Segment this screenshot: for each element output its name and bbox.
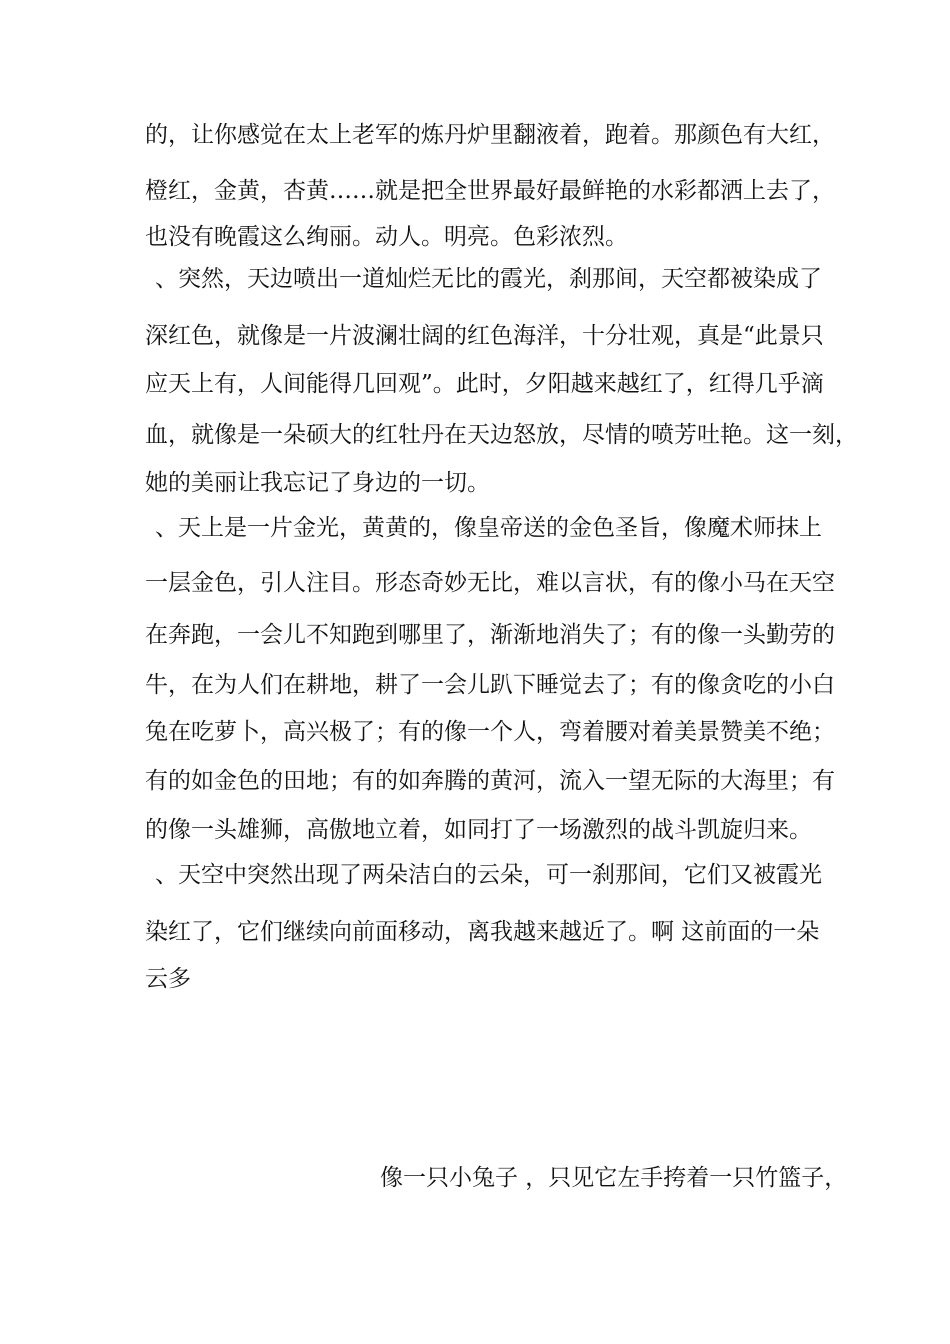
text-line-2: 橙红，金黄，杏黄……就是把全世界最好最鲜艳的水彩都洒上去了， — [145, 178, 835, 204]
text-line-6: 应天上有，人间能得几回观”。此时，夕阳越来越红了，红得几乎滴 — [145, 371, 824, 397]
text-line-15: 的像一头雄狮，高傲地立着，如同打了一场激烈的战斗凯旋归来。 — [145, 817, 812, 843]
text-line-3: 也没有晚霞这么绚丽。动人。明亮。色彩浓烈。 — [145, 224, 628, 250]
text-line-19: 像一只小兔子 ，只见它左手挎着一只竹篮子， — [380, 1165, 848, 1191]
text-line-8: 她的美丽让我忘记了身边的一切。 — [145, 470, 490, 496]
text-line-10: 一层金色，引人注目。形态奇妙无比，难以言状，有的像小马在天空 — [145, 570, 835, 596]
text-line-1: 的，让你感觉在太上老军的炼丹炉里翻液着，跑着。那颜色有大红， — [145, 122, 835, 148]
text-line-18: 云多 — [145, 966, 191, 992]
text-line-5: 深红色，就像是一片波澜壮阔的红色海洋，十分壮观，真是“此景只 — [145, 323, 824, 349]
text-line-4: 、突然，天边喷出一道灿烂无比的霞光，刹那间，天空都被染成了 — [155, 266, 822, 292]
text-line-16: 、天空中突然出现了两朵洁白的云朵，可一刹那间，它们又被霞光 — [155, 862, 822, 888]
text-line-9: 、天上是一片金光，黄黄的，像皇帝送的金色圣旨，像魔术师抹上 — [155, 515, 822, 541]
text-line-11: 在奔跑，一会儿不知跑到哪里了，渐渐地消失了；有的像一头勤劳的 — [145, 622, 835, 648]
text-line-7: 血，就像是一朵硕大的红牡丹在天边怒放，尽情的喷芳吐艳。这一刻， — [145, 422, 858, 448]
text-line-14: 有的如金色的田地；有的如奔腾的黄河，流入一望无际的大海里；有 — [145, 768, 835, 794]
text-line-17: 染红了，它们继续向前面移动，离我越来越近了。啊 这前面的一朵 — [145, 919, 820, 945]
text-line-13: 兔在吃萝卜，高兴极了；有的像一个人，弯着腰对着美景赞美不绝； — [145, 719, 835, 745]
text-line-12: 牛，在为人们在耕地，耕了一会儿趴下睡觉去了；有的像贪吃的小白 — [145, 672, 835, 698]
